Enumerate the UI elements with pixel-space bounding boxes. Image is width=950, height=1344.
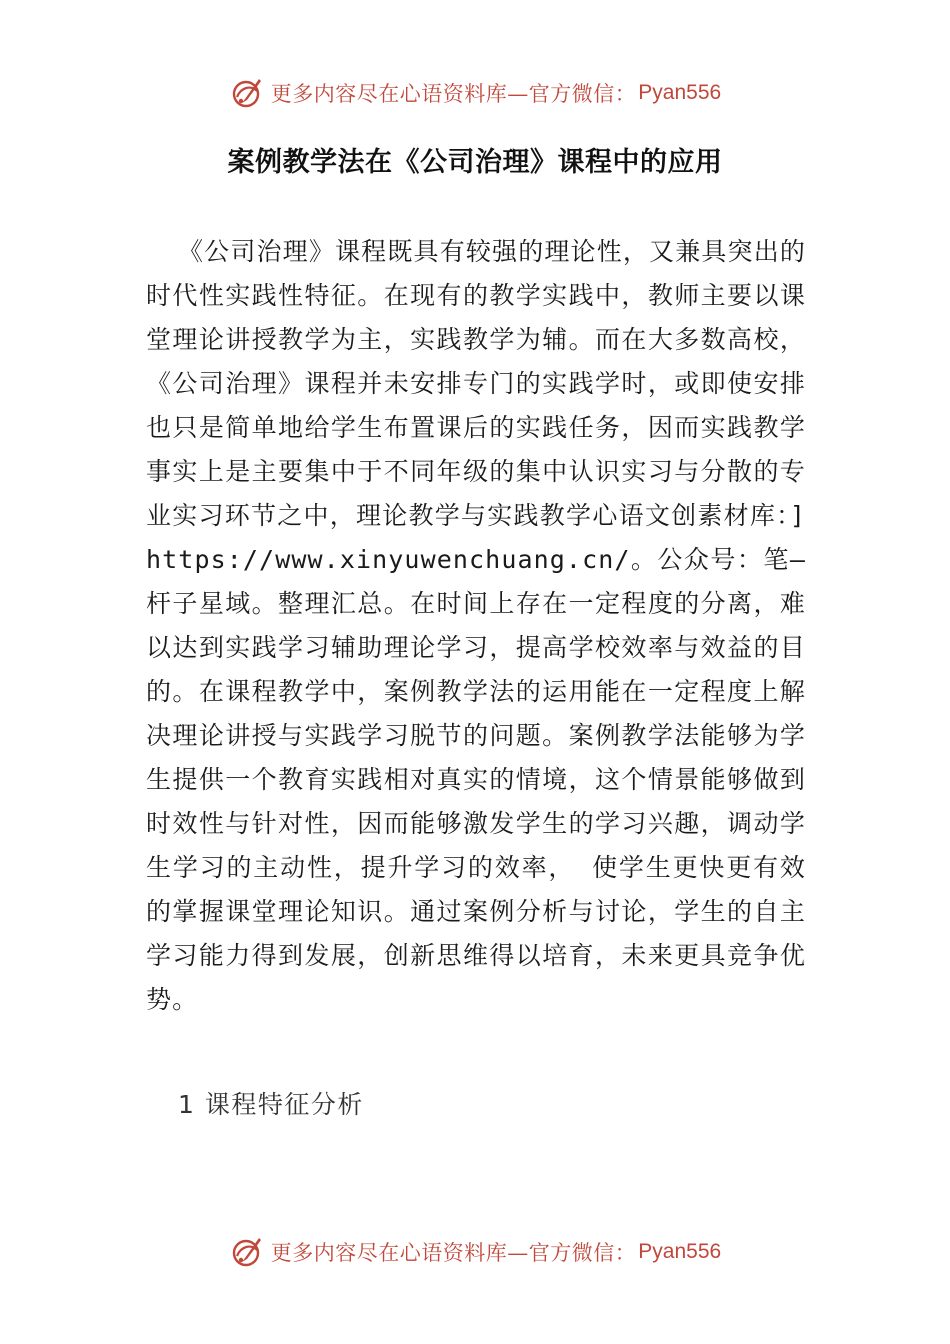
body-paragraph: 《公司治理》课程既具有较强的理论性，又兼具突出的时代性实践性特征。在现有的教学实践中，教师主要以课堂理论讲授教学为主，实践教学为辅。而在大多数高校，《公司治理》课程并未安排专门的实践学时，或即使安排也只是简单地给学生布置课后的实践任务，因而实践教学事实上是主要集中于不同年级的集中认识实习与分散的专业实习环节之中，理论教学与实践教学心语文创素材库：]https://www.xinyuwenchuang.cn/。公众号：笔—杆子星域。整理汇总。在时间上存在一定程度的分离，难以达到实践学习辅助理论学习，提高学校效率与效益的目的。在课程教学中，案例教学法的运用能在一定程度上解决理论讲授与实践学习脱节的问题。案例教学法能够为学生提供一个教育实践相对真实的情境，这个情景能够做到时效性与针对性，因而能够激发学生的学习兴趣，调动学生学习的主动性，提升学习的效率， 使学生更快更有效的掌握课堂理论知识。通过案例分析与讨论，学生的自主学习能力得到发展，创新思维得以培育，未来更具竞争优势。 — [146, 237, 806, 1014]
footer-brand-text: 更多内容尽在心语资料库—官方微信： — [270, 1241, 637, 1265]
header-wechat-id: Pyan556 — [638, 81, 722, 104]
header-banner — [0, 73, 950, 113]
pen-swirl-logo-icon — [229, 75, 265, 111]
page-title: 案例教学法在《公司治理》课程中的应用 — [227, 147, 723, 178]
footer-wechat-id: Pyan556 — [638, 1240, 722, 1263]
footer-banner — [0, 1232, 950, 1272]
header-brand-text: 更多内容尽在心语资料库—官方微信： — [270, 82, 637, 106]
pen-swirl-logo-icon — [229, 1234, 265, 1270]
section-heading: 1 课程特征分析 — [178, 1090, 364, 1119]
